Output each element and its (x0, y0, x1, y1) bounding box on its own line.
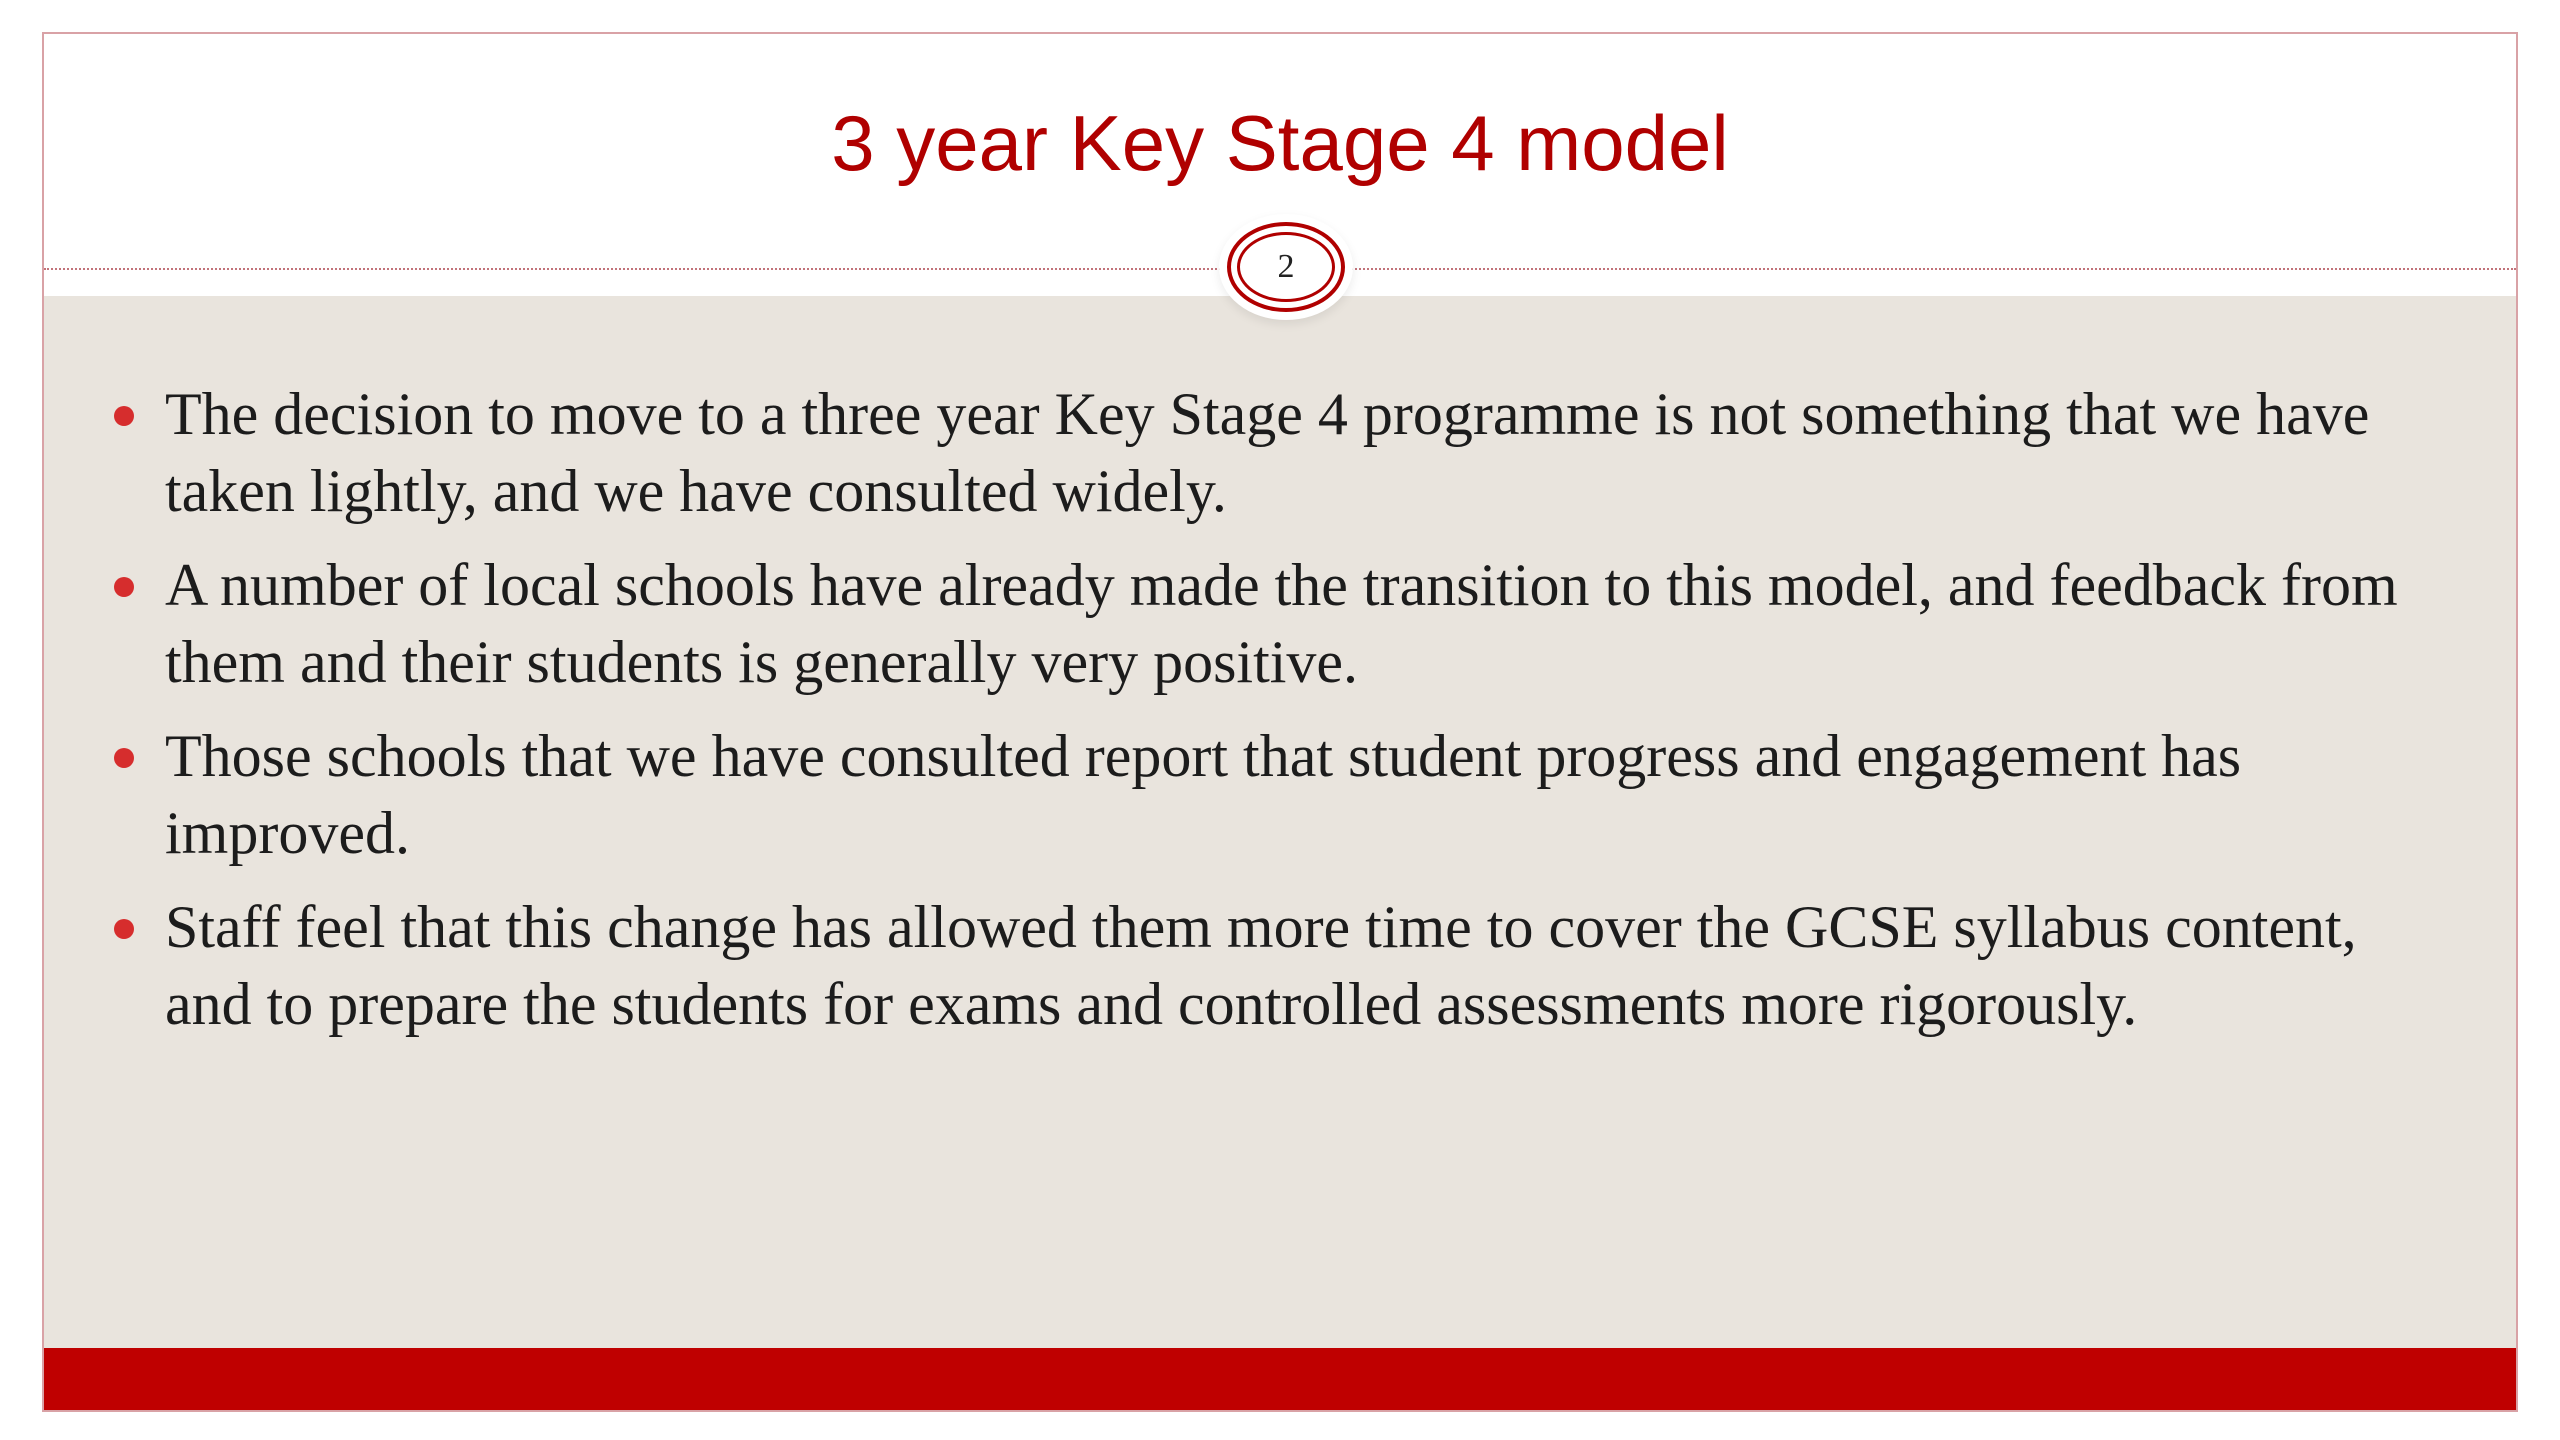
slide (42, 32, 2518, 1412)
bullet-text: The decision to move to a three year Key Stage 4 programme is not something that we have taken lightly, and we have consulted widely. (165, 381, 2370, 524)
bullet-icon (114, 406, 134, 426)
bullet-item (44, 718, 2516, 872)
bullet-item (44, 376, 2516, 530)
footer-accent-bar (44, 1348, 2516, 1410)
bullet-item (44, 547, 2516, 701)
bullet-icon (114, 577, 134, 597)
slide-title: 3 year Key Stage 4 model (831, 99, 1729, 187)
bullet-text: A number of local schools have already made the transition to this model, and feedback from them and their students is generally very positive. (165, 552, 2398, 695)
page-number: 2 (1277, 248, 1295, 285)
page-number-badge (1219, 214, 1353, 320)
bullet-icon (114, 748, 134, 768)
bullet-text: Staff feel that this change has allowed them more time to cover the GCSE syllabus content, and to prepare the students for exams and controlled assessments more rigorously. (165, 894, 2357, 1037)
bullet-text: Those schools that we have consulted report that student progress and engagement has improved. (165, 723, 2242, 866)
bullet-icon (114, 919, 134, 939)
bullet-item (44, 889, 2516, 1043)
bullet-list (44, 376, 2516, 1060)
